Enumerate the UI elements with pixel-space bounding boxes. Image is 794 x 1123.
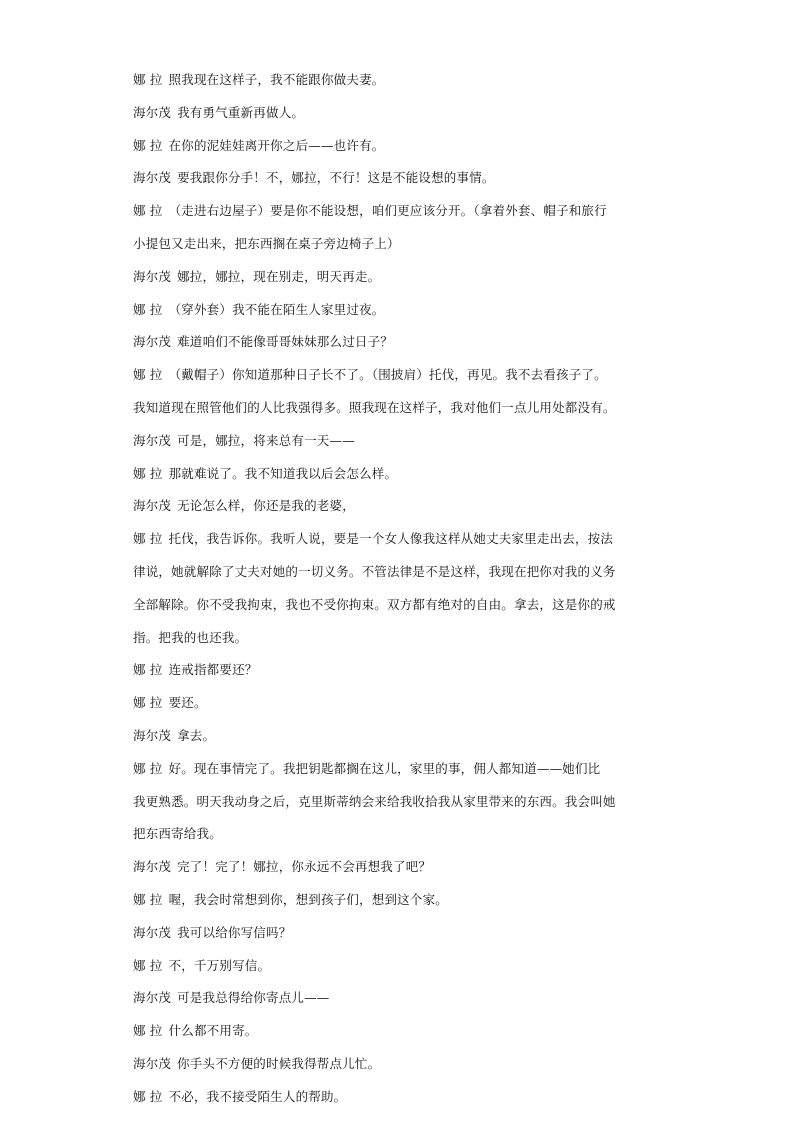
speaker-name: 娜 拉	[133, 760, 163, 776]
dialogue-line	[133, 326, 663, 359]
dialogue-line	[133, 425, 663, 458]
line-text: 不，千万别写信。	[168, 957, 271, 973]
line-text: 托伐，我告诉你。我听人说，要是一个女人像我这样从她丈夫家里走出去，按法	[168, 531, 614, 547]
speaker-name: 海尔茂	[133, 859, 172, 875]
speaker-name: 娜 拉	[133, 662, 163, 678]
line-text: 无论怎么样，你还是我的老婆，	[177, 498, 355, 514]
speaker-name: 娜 拉	[133, 531, 163, 547]
dialogue-line-continuation	[133, 392, 663, 425]
dialogue-line	[133, 294, 663, 327]
dialogue-line	[133, 1048, 663, 1081]
dialogue-line	[133, 851, 663, 884]
speaker-name: 娜 拉	[133, 137, 163, 153]
line-text: 小提包又走出来，把东西搁在桌子旁边椅子上）	[133, 235, 400, 251]
speaker-name: 娜 拉	[133, 72, 163, 87]
speaker-name: 娜 拉	[133, 1088, 163, 1104]
dialogue-line	[133, 130, 663, 163]
dialogue-line	[133, 1015, 663, 1048]
dialogue-line	[133, 687, 663, 720]
line-text: 什么都不用寄。	[168, 1023, 258, 1039]
line-text: 连戒指都要还？	[168, 662, 258, 678]
dialogue-line	[133, 720, 663, 753]
line-text: （走进右边屋子）要是你不能设想，咱们更应该分开。（拿着外套、帽子和旅行	[168, 203, 607, 219]
speaker-name: 娜 拉	[133, 891, 163, 907]
line-text: 娜拉，娜拉，现在别走，明天再走。	[177, 268, 381, 284]
dialogue-line-continuation	[133, 622, 663, 655]
dialogue-line	[133, 162, 663, 195]
line-text: 在你的泥娃娃离开你之后——也许有。	[168, 137, 385, 153]
speaker-name: 海尔茂	[133, 990, 172, 1006]
line-text: 不必，我不接受陌生人的帮助。	[168, 1088, 347, 1104]
speaker-name: 娜 拉	[133, 695, 163, 711]
line-text: 可是我总得给你寄点儿——	[177, 990, 330, 1006]
line-text: 我知道现在照管他们的人比我强得多。照我现在这样子，我对他们一点儿用处都没有。	[133, 399, 616, 415]
line-text: 律说，她就解除了丈夫对她的一切义务。不管法律是不是这样，我现在把你对我的义务	[133, 563, 616, 579]
dialogue-line	[133, 654, 663, 687]
dialogue-line-continuation	[133, 556, 663, 589]
speaker-name: 娜 拉	[133, 367, 163, 383]
dialogue-line	[133, 195, 663, 228]
dialogue-line-continuation	[133, 818, 663, 851]
line-text: 把东西寄给我。	[133, 826, 222, 842]
speaker-name: 海尔茂	[133, 924, 172, 940]
dialogue-line	[133, 1081, 663, 1114]
line-text: 那就难说了。我不知道我以后会怎么样。	[168, 465, 398, 481]
speaker-name: 海尔茂	[133, 334, 172, 350]
dialogue-line	[133, 458, 663, 491]
line-text: 难道咱们不能像哥哥妹妹那么过日子？	[177, 334, 394, 350]
speaker-name: 海尔茂	[133, 498, 172, 514]
dialogue-line	[133, 64, 663, 97]
speaker-name: 海尔茂	[133, 170, 172, 186]
speaker-name: 海尔茂	[133, 727, 172, 743]
dialogue-line	[133, 884, 663, 917]
line-text: （戴帽子）你知道那种日子长不了。（围披肩）托伐，再见。我不去看孩子了。	[168, 367, 607, 383]
dialogue-line	[133, 490, 663, 523]
line-text: 我有勇气重新再做人。	[177, 104, 305, 120]
speaker-name: 海尔茂	[133, 1055, 172, 1071]
line-text: 可是，娜拉，将来总有一天——	[177, 432, 355, 448]
line-text: 喔，我会时常想到你，想到孩子们，想到这个家。	[168, 891, 448, 907]
dialogue-line-continuation	[133, 589, 663, 622]
dialogue-line	[133, 523, 663, 556]
speaker-name: 娜 拉	[133, 957, 163, 973]
line-text: 要我跟你分手！不，娜拉，不行！这是不能设想的事情。	[177, 170, 495, 186]
line-text: 你手头不方便的时候我得帮点儿忙。	[177, 1055, 381, 1071]
speaker-name: 娜 拉	[133, 465, 163, 481]
dialogue-text	[133, 64, 663, 1114]
dialogue-line	[133, 261, 663, 294]
speaker-name: 娜 拉	[133, 203, 163, 219]
speaker-name: 娜 拉	[133, 1023, 163, 1039]
dialogue-line	[133, 97, 663, 130]
dialogue-line	[133, 950, 663, 983]
speaker-name: 海尔茂	[133, 104, 172, 120]
dialogue-line	[133, 359, 663, 392]
line-text: 要还。	[168, 695, 207, 711]
dialogue-line	[133, 982, 663, 1015]
line-text: 完了！完了！娜拉，你永远不会再想我了吧？	[177, 859, 432, 875]
dialogue-line	[133, 917, 663, 950]
dialogue-line-continuation	[133, 786, 663, 819]
dialogue-line-continuation	[133, 228, 663, 261]
line-text: 指。把我的也还我。	[133, 629, 248, 645]
line-text: （穿外套）我不能在陌生人家里过夜。	[168, 301, 385, 317]
line-text: 我可以给你写信吗？	[177, 924, 292, 940]
line-text: 照我现在这样子，我不能跟你做夫妻。	[168, 72, 385, 87]
line-text: 全部解除。你不受我拘束，我也不受你拘束。双方都有绝对的自由。拿去，这是你的戒	[133, 596, 616, 612]
speaker-name: 海尔茂	[133, 268, 172, 284]
line-text: 我更熟悉。明天我动身之后，克里斯蒂纳会来给我收拾我从家里带来的东西。我会叫她	[133, 793, 616, 809]
speaker-name: 娜 拉	[133, 301, 163, 317]
line-text: 拿去。	[177, 727, 216, 743]
line-text: 好。现在事情完了。我把钥匙都搁在这儿，家里的事，佣人都知道——她们比	[168, 760, 601, 776]
speaker-name: 海尔茂	[133, 432, 172, 448]
dialogue-line	[133, 753, 663, 786]
